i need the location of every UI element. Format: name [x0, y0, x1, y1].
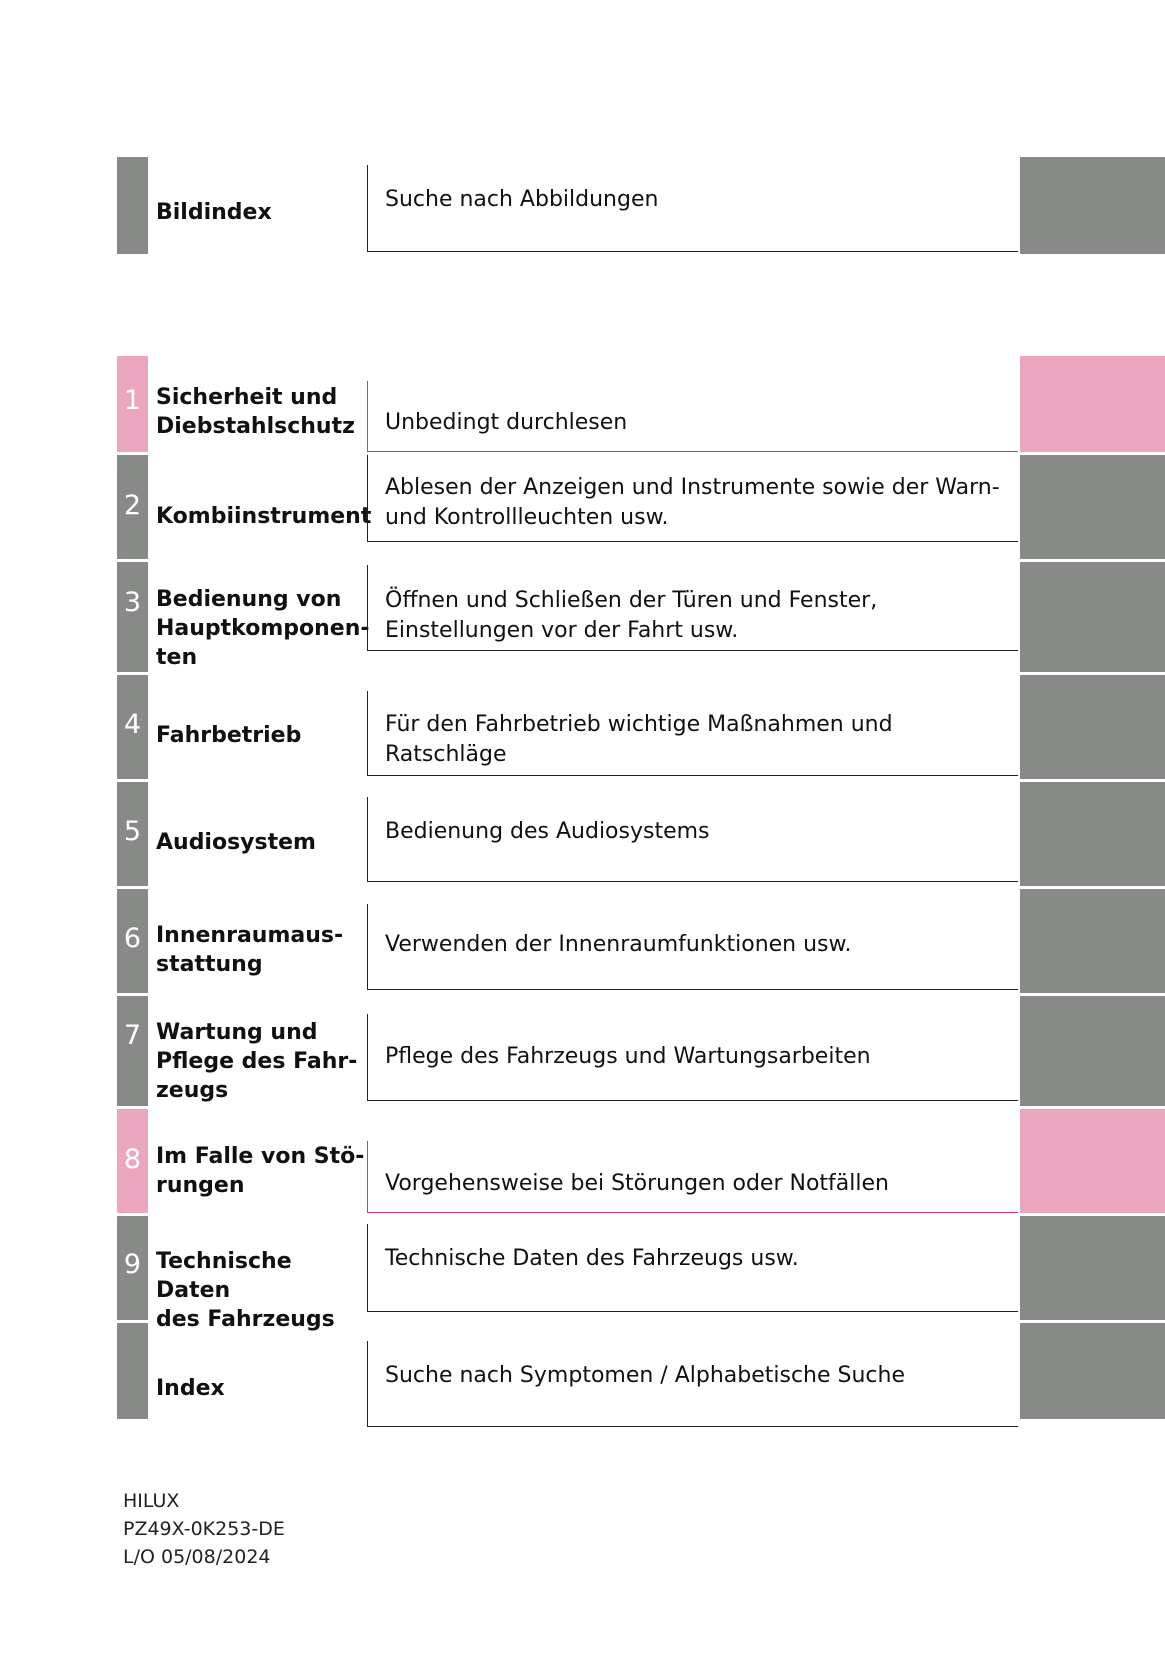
chapter-description-line: Öffnen und Schließen der Türen und Fenster,: [385, 588, 878, 613]
chapter-description-line: Technische Daten des Fahrzeugs usw.: [385, 1246, 799, 1271]
chapter-row[interactable]: [0, 356, 1165, 452]
chapter-description-line: Für den Fahrbetrieb wichtige Maßnahmen und Ratschläge: [385, 712, 893, 767]
section-title: Bildindex: [156, 200, 272, 225]
left-tab-marker: [117, 455, 148, 559]
chapter-number: 6: [123, 923, 142, 954]
chapter-title: [156, 585, 371, 672]
chapter-description-line: Unbedingt durchlesen: [385, 410, 628, 435]
chapter-description-line: Pflege des Fahrzeugs und Wartungsarbeiten: [385, 1044, 871, 1069]
left-tab-marker: [117, 996, 148, 1106]
chapter-title: [156, 721, 371, 750]
chapter-description-line: Ablesen der Anzeigen und Instrumente sowie der Warn-: [385, 475, 1000, 500]
chapter-description-line: Verwenden der Innenraumfunktionen usw.: [385, 932, 852, 957]
chapter-number: 5: [123, 816, 142, 847]
chapter-row[interactable]: [0, 782, 1165, 886]
chapter-number: 7: [123, 1020, 142, 1051]
chapter-number: 2: [123, 490, 142, 521]
chapter-title: [156, 1374, 371, 1403]
chapter-description-line: Einstellungen vor der Fahrt usw.: [385, 618, 739, 643]
chapter-number: 9: [123, 1249, 142, 1280]
right-thumb-tab[interactable]: [1020, 157, 1165, 254]
right-thumb-tab[interactable]: [1020, 1109, 1165, 1213]
chapter-description-box: [367, 1141, 1018, 1213]
chapter-title: [156, 1142, 371, 1200]
chapter-title-line: Sicherheit und: [156, 385, 338, 410]
footer-model: HILUX: [123, 1490, 180, 1512]
right-thumb-tab[interactable]: [1020, 562, 1165, 672]
chapter-number: 1: [123, 385, 142, 416]
chapter-description-box: [367, 455, 1018, 542]
left-tab-marker: [117, 157, 148, 254]
right-thumb-tab[interactable]: [1020, 675, 1165, 779]
chapter-title: [156, 921, 371, 979]
chapter-description: [385, 1244, 799, 1274]
chapter-title-line: rungen: [156, 1173, 245, 1198]
chapter-title-line: Fahrbetrieb: [156, 723, 302, 748]
left-tab-marker: [117, 562, 148, 672]
chapter-description: [385, 1042, 871, 1072]
chapter-number: 8: [123, 1144, 142, 1175]
left-tab-marker: [117, 1216, 148, 1320]
chapter-title: [156, 1018, 371, 1105]
chapter-title-line: Index: [156, 1376, 225, 1401]
right-thumb-tab[interactable]: [1020, 1216, 1165, 1320]
chapter-title-line: zeugs: [156, 1078, 229, 1103]
right-thumb-tab[interactable]: [1020, 455, 1165, 559]
chapter-description-box: [367, 1224, 1018, 1312]
chapter-title-line: Innenraumaus-: [156, 923, 344, 948]
chapter-title-line: Bedienung von: [156, 587, 342, 612]
chapter-row[interactable]: [0, 1323, 1165, 1419]
chapter-row[interactable]: [0, 675, 1165, 779]
chapter-description: [385, 817, 710, 847]
chapter-description: [385, 473, 1000, 533]
chapter-title-line: Diebstahlschutz: [156, 414, 355, 439]
right-thumb-tab[interactable]: [1020, 889, 1165, 993]
chapter-description: [385, 408, 627, 438]
chapter-title-line: Wartung und: [156, 1020, 318, 1045]
chapter-title: [156, 383, 371, 441]
chapter-number: 4: [123, 709, 142, 740]
chapter-title-line: Audiosystem: [156, 830, 316, 855]
right-thumb-tab[interactable]: [1020, 782, 1165, 886]
chapter-description-box: [367, 565, 1018, 651]
chapter-row[interactable]: [0, 996, 1165, 1106]
chapter-title-line: Kombiinstrument: [156, 504, 372, 529]
right-thumb-tab[interactable]: [1020, 996, 1165, 1106]
chapter-title-line: Im Falle von Stö-: [156, 1144, 365, 1169]
footer-code: PZ49X-0K253-DE: [123, 1518, 285, 1540]
chapter-description: [385, 1361, 905, 1391]
chapter-description: [385, 586, 877, 646]
right-thumb-tab[interactable]: [1020, 356, 1165, 452]
chapter-description-line: Vorgehensweise bei Störungen oder Notfällen: [385, 1171, 889, 1196]
left-tab-marker: [117, 782, 148, 886]
chapter-row[interactable]: [0, 455, 1165, 559]
chapter-description-box: [367, 904, 1018, 990]
chapter-description-line: und Kontrollleuchten usw.: [385, 505, 669, 530]
chapter-description-box: [367, 1014, 1018, 1101]
left-tab-marker: [117, 1323, 148, 1419]
chapter-title-line: des Fahrzeugs: [156, 1307, 335, 1332]
chapter-description: [385, 930, 851, 960]
left-tab-marker: [117, 675, 148, 779]
bildindex-row[interactable]: [0, 157, 1165, 254]
chapter-description-box: [367, 797, 1018, 882]
chapter-description-box: [367, 1341, 1018, 1427]
chapter-title: [156, 828, 371, 857]
chapter-title-line: Technische Daten: [156, 1249, 292, 1303]
chapter-title-line: Pflege des Fahr-: [156, 1049, 358, 1074]
footer-date: L/O 05/08/2024: [123, 1546, 271, 1568]
left-tab-marker: [117, 889, 148, 993]
chapter-title: [156, 502, 371, 531]
chapter-description: [385, 710, 1018, 770]
footer-info: [123, 1487, 285, 1571]
chapter-row[interactable]: [0, 1109, 1165, 1213]
left-tab-marker: [117, 1109, 148, 1213]
chapter-description: [385, 1169, 889, 1199]
section-description: Suche nach Abbildungen: [385, 187, 659, 212]
section-description-box: [367, 165, 1018, 252]
chapter-row[interactable]: [0, 889, 1165, 993]
chapter-row[interactable]: [0, 1216, 1165, 1332]
left-tab-marker: [117, 356, 148, 452]
chapter-description-line: Bedienung des Audiosystems: [385, 819, 710, 844]
chapter-title-line: ten: [156, 645, 198, 670]
right-thumb-tab[interactable]: [1020, 1323, 1165, 1419]
chapter-row[interactable]: [0, 562, 1165, 672]
chapter-title-line: Hauptkomponen-: [156, 616, 370, 641]
chapter-description-box: [367, 381, 1018, 452]
chapter-description-line: Suche nach Symptomen / Alphabetische Suche: [385, 1363, 906, 1388]
chapter-title: [156, 1247, 371, 1334]
chapter-description-box: [367, 691, 1018, 776]
chapter-number: 3: [123, 587, 142, 618]
chapter-title-line: stattung: [156, 952, 263, 977]
